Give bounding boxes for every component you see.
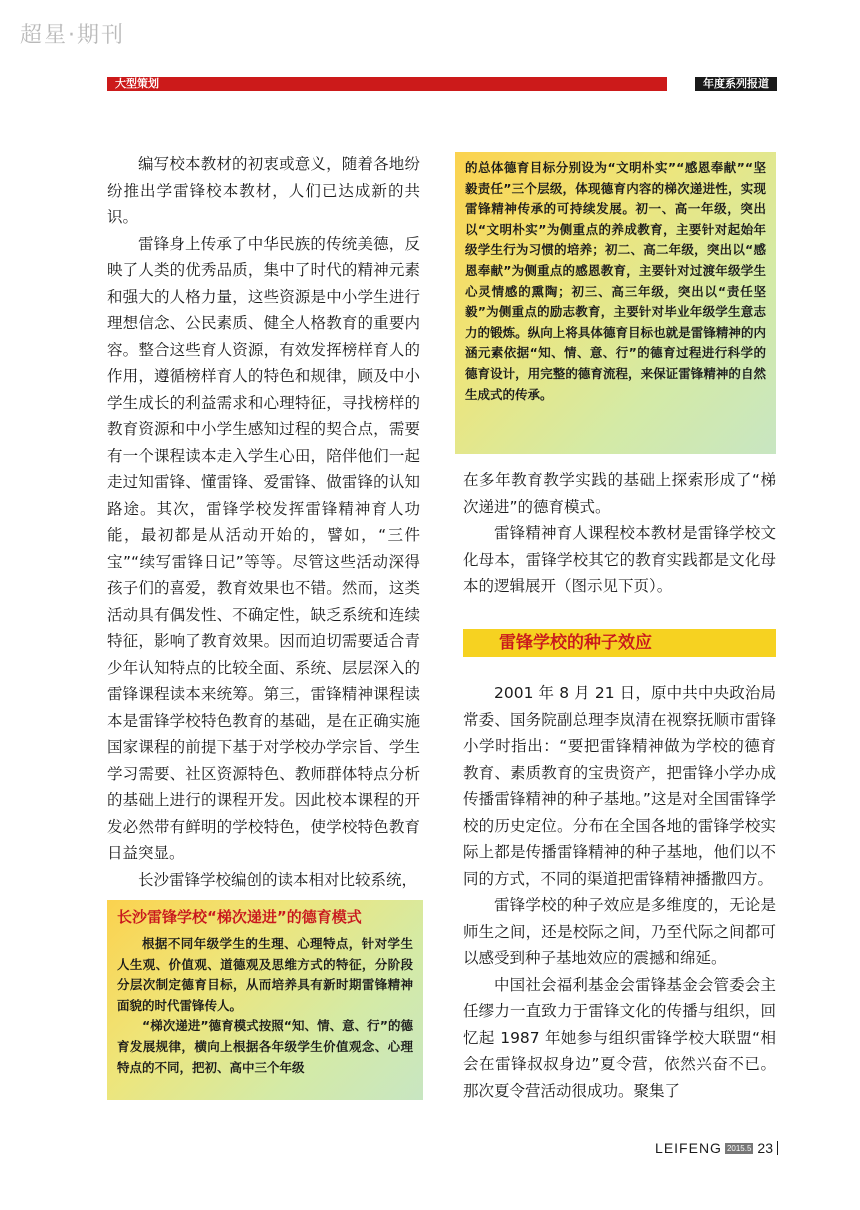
paragraph: 长沙雷锋学校编创的读本相对比较系统， <box>138 870 418 889</box>
section-header <box>107 77 777 91</box>
sidebar-paragraph: “梯次递进”德育模式按照“知、情、意、行”的德育发展规律，横向上根据各年级学生价值观念、心理特点的不同，把初、高中三个年级 <box>117 1018 413 1075</box>
paragraph: 雷锋学校的种子效应是多维度的，无论是师生之间，还是校际之间，乃至代际之间都可以感受到种子基地效应的震撼和绵延。 <box>463 896 776 967</box>
paragraph: 编写校本教材的初衷或意义，随着各地纷纷推出学雷锋校本教材，人们已达成新的共识。 <box>107 155 420 226</box>
right-column-top <box>463 467 776 600</box>
paragraph: 雷锋精神育人课程校本教材是雷锋学校文化母本，雷锋学校其它的教育实践都是文化母本的逻辑展开（图示见下页）。 <box>463 524 776 595</box>
paragraph: 中国社会福利基金会雷锋基金会管委会主任缪力一直致力于雷锋文化的传播与组织，回忆起 1987 年她参与组织雷锋学校大联盟“相会在雷锋叔叔身边”夏令营，依然兴奋不已。那次夏令营活动很成功。聚集了 <box>463 975 776 1100</box>
sidebar-paragraph: 的总体德育目标分别设为“文明朴实”“感恩奉献”“坚毅责任”三个层级，体现德育内容的梯次递进性，实现雷锋精神传承的可持续发展。初一、高一年级，突出以“文明朴实”为侧重点的养成教育，主要针对起始年级学生行为习惯的培养；初二、高二年级，突出以“感恩奉献”为侧重点的感恩教育，主要针对过渡年级学生心灵情感的熏陶；初三、高三年级，突出以“责任坚毅”为侧重点的励志教育，主要针对毕业年级学生意志力的锻炼。纵向上将具体德育目标也就是雷锋精神的内涵元素依据“知、情、意、行”的德育过程进行科学的德育设计，用完整的德育流程，来保证雷锋精神的自然生成式的传承。 <box>465 160 766 402</box>
left-column <box>107 151 420 893</box>
sidebar-box-continued <box>455 152 776 454</box>
sidebar-box-title: 长沙雷锋学校“梯次递进”的德育模式 <box>117 908 362 926</box>
issue-badge: 2015.5 <box>726 1143 752 1153</box>
page-footer <box>655 1140 778 1156</box>
paragraph: 在多年教育教学实践的基础上探索形成了“梯次递进”的德育模式。 <box>463 471 776 516</box>
paragraph: 雷锋身上传承了中华民族的传统美德，反映了人类的优秀品质，集中了时代的精神元素和强大的人格力量，这些资源是中小学生进行理想信念、公民素质、健全人格教育的重要内容。整合这些育人资源，有效发挥榜样育人的作用，遵循榜样育人的特色和规律，顾及中小学生成长的利益需求和心理特征，寻找榜样的教育资源和中小学生感知过程的契合点，需要有一个课程读本走入学生心田，陪伴他们一起走过知雷锋、懂雷锋、爱雷锋、做雷锋的认知路途。其次，雷锋学校发挥雷锋精神育人功能，最初都是从活动开始的，譬如，“三件宝”“续写雷锋日记”等等。尽管这些活动深得孩子们的喜爱，教育效果也不错。然而，这类活动具有偶发性、不确定性，缺乏系统和连续特征，影响了教育效果。因而迫切需要适合青少年认知特点的比较全面、系统、层层深入的雷锋课程读本来统筹。第三，雷锋精神课程读本是雷锋学校特色教育的基础，是在正确实施国家课程的前提下基于对学校办学宗旨、学生学习需要、社区资源特色、教师群体特点分析的基础上进行的课程开发。因此校本课程的开发必然带有鲜明的学校特色，使学校特色教育日益突显。 <box>107 234 420 862</box>
section-heading: 雷锋学校的种子效应 <box>463 629 776 657</box>
page-number: 23 <box>757 1140 773 1156</box>
sidebar-paragraph: 根据不同年级学生的生理、心理特点，针对学生人生观、价值观、道德观及思维方式的特征，分阶段分层次制定德育目标，从而培养具有新时期雷锋精神面貌的时代雷锋传人。 <box>117 936 413 1013</box>
footer-divider <box>777 1141 778 1155</box>
magazine-name: LEIFENG <box>655 1140 722 1156</box>
right-column-bottom <box>463 680 776 1104</box>
journal-watermark: 超星·期刊 <box>20 23 125 48</box>
paragraph: 2001 年 8 月 21 日，原中共中央政治局常委、国务院副总理李岚清在视察抚顺市雷锋小学时指出：“要把雷锋精神做为学校的德育教育、素质教育的宝贵资产，把雷锋小学办成传播雷锋精神的种子基地。”这是对全国雷锋学校的历史定位。分布在全国各地的雷锋学校实际上都是传播雷锋精神的种子基地，他们以不同的方式，不同的渠道把雷锋精神播撒四方。 <box>463 684 776 888</box>
sidebar-box-model <box>107 900 423 1100</box>
series-label: 年度系列报道 <box>695 77 777 91</box>
section-label: 大型策划 <box>107 77 667 91</box>
